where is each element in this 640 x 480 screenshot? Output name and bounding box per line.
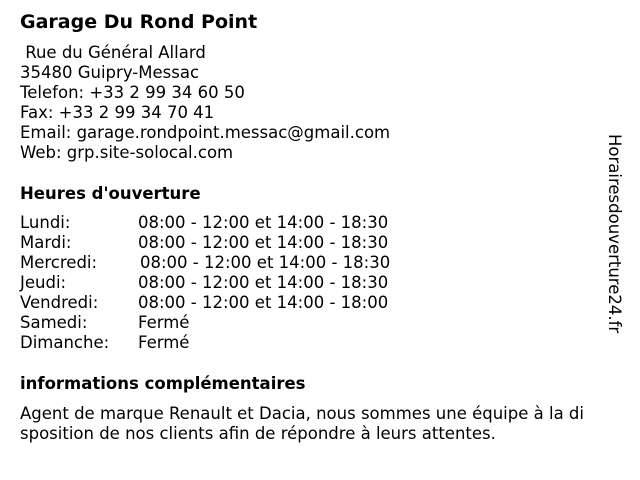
site-watermark: Horairesdouverture24.fr — [605, 134, 624, 334]
day-hours: Fermé — [138, 313, 190, 332]
day-label: Mercredi: — [20, 253, 98, 272]
day-label: Lundi: — [20, 213, 71, 232]
contact-block — [20, 43, 390, 163]
day-label: Samedi: — [20, 313, 88, 332]
day-hours: 08:00 - 12:00 et 14:00 - 18:30 — [140, 253, 391, 272]
fax-number: Fax: +33 2 99 34 70 41 — [20, 103, 215, 122]
day-label: Jeudi: — [20, 273, 67, 292]
email-address: Email: garage.rondpoint.messac@gmail.com — [20, 123, 391, 142]
day-label: Dimanche: — [20, 333, 110, 352]
website-address: Web: grp.site-solocal.com — [20, 143, 234, 162]
info-line: Agent de marque Renault et Dacia, nous sommes une équipe à la di — [20, 404, 584, 423]
business-name: Garage Du Rond Point — [20, 11, 258, 33]
day-hours: 08:00 - 12:00 et 14:00 - 18:30 — [138, 233, 389, 252]
info-line: sposition de nos clients afin de répondre à leurs attentes. — [20, 424, 496, 443]
hours-heading: Heures d'ouverture — [20, 184, 201, 203]
day-label: Vendredi: — [20, 293, 99, 312]
day-hours: 08:00 - 12:00 et 14:00 - 18:30 — [138, 213, 389, 232]
info-text — [20, 404, 620, 444]
phone-number: Telefon: +33 2 99 34 60 50 — [20, 83, 245, 102]
day-hours: 08:00 - 12:00 et 14:00 - 18:30 — [138, 273, 389, 292]
day-label: Mardi: — [20, 233, 72, 252]
address-city: 35480 Guipry-Messac — [20, 63, 200, 82]
address-street: Rue du Général Allard — [20, 43, 206, 62]
day-hours: 08:00 - 12:00 et 14:00 - 18:00 — [138, 293, 389, 312]
day-hours: Fermé — [138, 333, 190, 352]
info-heading: informations complémentaires — [20, 374, 306, 393]
